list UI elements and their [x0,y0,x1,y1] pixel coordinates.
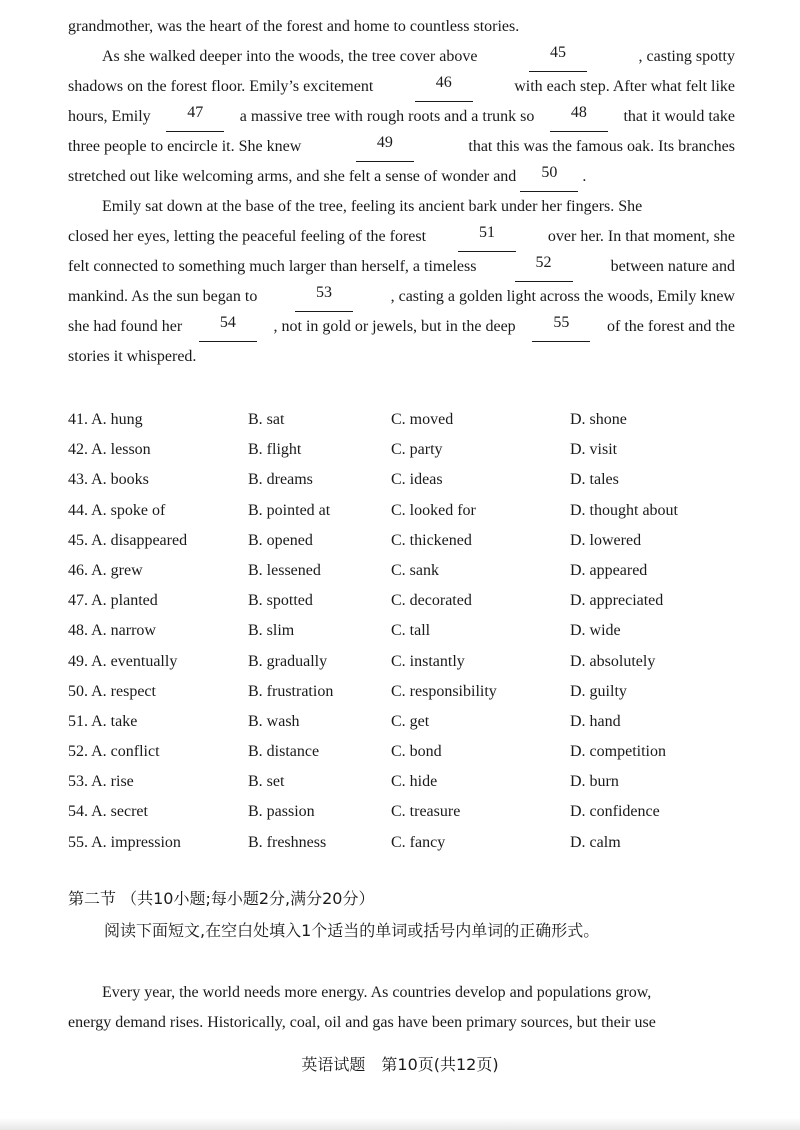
option-choice: C. instantly [391,652,465,670]
option-row [68,677,748,707]
option-choice: 43. A. books [68,471,149,489]
option-row [68,707,748,737]
option-choice: D. absolutely [570,652,656,670]
option-choice: 46. A. grew [68,561,143,579]
option-choice: D. confidence [570,803,660,821]
option-row [68,496,748,526]
option-choice: B. flight [248,441,302,459]
passage-line: shadows on the forest floor. Emily’s excitement 46 with each step. After what felt like [68,72,735,102]
passage-line: hours, Emily 47 a massive tree with rough roots and a trunk so 48 that it would take [68,102,735,132]
passage-line: Emily sat down at the base of the tree, feeling its ancient bark under her fingers. She [102,198,643,215]
option-choice: 50. A. respect [68,682,156,700]
option-choice: B. passion [248,803,315,821]
blank-50: 50 [520,162,578,192]
blank-55: 55 [532,312,590,342]
option-choice: C. treasure [391,803,461,821]
option-choice: B. dreams [248,471,313,489]
option-choice: D. wide [570,622,621,640]
option-choice: B. frustration [248,682,334,700]
blank-45: 45 [529,42,587,72]
option-choice: 45. A. disappeared [68,531,188,549]
option-row [68,767,748,797]
blank-46: 46 [415,72,473,102]
passage-line: mankind. As the sun began to 53 , casting a golden light across the woods, Emily knew [68,282,735,312]
option-row [68,435,748,465]
section-title: 第二节 （共10小题;每小题2分,满分20分） [68,889,375,908]
option-choice: D. visit [570,441,618,459]
passage-line: she had found her 54 , not in gold or jewels, but in the deep 55 of the forest and the [68,312,735,342]
option-choice: 53. A. rise [68,773,134,791]
option-choice: B. distance [248,743,320,761]
answer-options [68,405,748,858]
option-choice: B. pointed at [248,501,331,519]
option-row [68,405,748,435]
passage-line: stretched out like welcoming arms, and she felt a sense of wonder and 50 . [68,162,735,192]
option-choice: 48. A. narrow [68,622,156,640]
option-choice: B. gradually [248,652,328,670]
option-choice: C. moved [391,411,454,428]
blank-52: 52 [515,252,573,282]
option-choice: D. thought about [570,501,678,519]
option-choice: 41. A. hung [68,411,143,428]
option-choice: 52. A. conflict [68,743,160,761]
option-choice: C. sank [391,561,439,579]
option-choice: B. slim [248,622,295,640]
option-choice: D. lowered [570,531,642,549]
section-instruction: 阅读下面短文,在空白处填入1个适当的单词或括号内单词的正确形式。 [104,921,600,940]
option-row [68,616,748,646]
option-choice: C. party [391,441,443,459]
blank-54: 54 [199,312,257,342]
option-choice: 42. A. lesson [68,441,151,459]
option-choice: C. responsibility [391,682,497,700]
blank-51: 51 [458,222,516,252]
option-choice: B. freshness [248,833,327,851]
option-choice: C. get [391,712,430,730]
option-choice: B. lessened [248,561,321,579]
option-choice: 55. A. impression [68,833,181,851]
option-choice: 47. A. planted [68,592,158,610]
passage-line: three people to encircle it. She knew 49 that this was the famous oak. Its branches [68,132,735,162]
option-row [68,737,748,767]
blank-49: 49 [356,132,414,162]
blank-53: 53 [295,282,353,312]
option-choice: D. tales [570,471,619,489]
option-choice: D. appreciated [570,592,664,610]
page-edge [0,1118,800,1130]
option-choice: D. shone [570,411,627,428]
blank-48: 48 [550,102,608,132]
option-row [68,647,748,677]
option-choice: D. appeared [570,561,648,579]
option-row [68,586,748,616]
passage-line: grandmother, was the heart of the forest and home to countless stories. [68,18,520,35]
option-choice: 49. A. eventually [68,652,178,670]
option-row [68,797,748,827]
passage-line: energy demand rises. Historically, coal, oil and gas have been primary sources, but their use [68,1014,656,1031]
cloze-passage [68,12,735,372]
option-choice: D. burn [570,773,619,791]
option-choice: 51. A. take [68,712,138,730]
option-choice: C. decorated [391,592,472,610]
option-choice: 44. A. spoke of [68,501,166,519]
option-choice: C. thickened [391,531,472,549]
passage-line: As she walked deeper into the woods, the tree cover above 45 , casting spotty [68,42,735,72]
passage-line: Every year, the world needs more energy. As countries develop and populations grow, [102,984,652,1001]
option-choice: B. set [248,773,285,791]
option-choice: B. opened [248,531,313,549]
option-choice: C. looked for [391,501,476,519]
option-choice: C. tall [391,622,431,640]
option-row [68,828,748,858]
option-row [68,556,748,586]
passage-line: stories it whispered. [68,348,197,365]
option-choice: D. guilty [570,682,627,700]
grammar-passage [68,978,735,1038]
option-choice: D. hand [570,712,621,730]
option-choice: C. ideas [391,471,443,489]
option-choice: B. wash [248,712,300,730]
option-choice: D. calm [570,833,621,851]
blank-47: 47 [166,102,224,132]
option-choice: C. hide [391,773,438,791]
page-footer: 英语试题 第10页(共12页) [301,1055,499,1074]
option-choice: 54. A. secret [68,803,148,821]
option-row [68,465,748,495]
option-choice: B. spotted [248,592,313,610]
option-row [68,526,748,556]
passage-line: felt connected to something much larger than herself, a timeless 52 between nature and [68,252,735,282]
passage-line: closed her eyes, letting the peaceful feeling of the forest 51 over her. In that moment, she [68,222,735,252]
option-choice: C. fancy [391,833,446,851]
option-choice: C. bond [391,743,442,761]
option-choice: D. competition [570,743,666,761]
option-choice: B. sat [248,411,285,428]
